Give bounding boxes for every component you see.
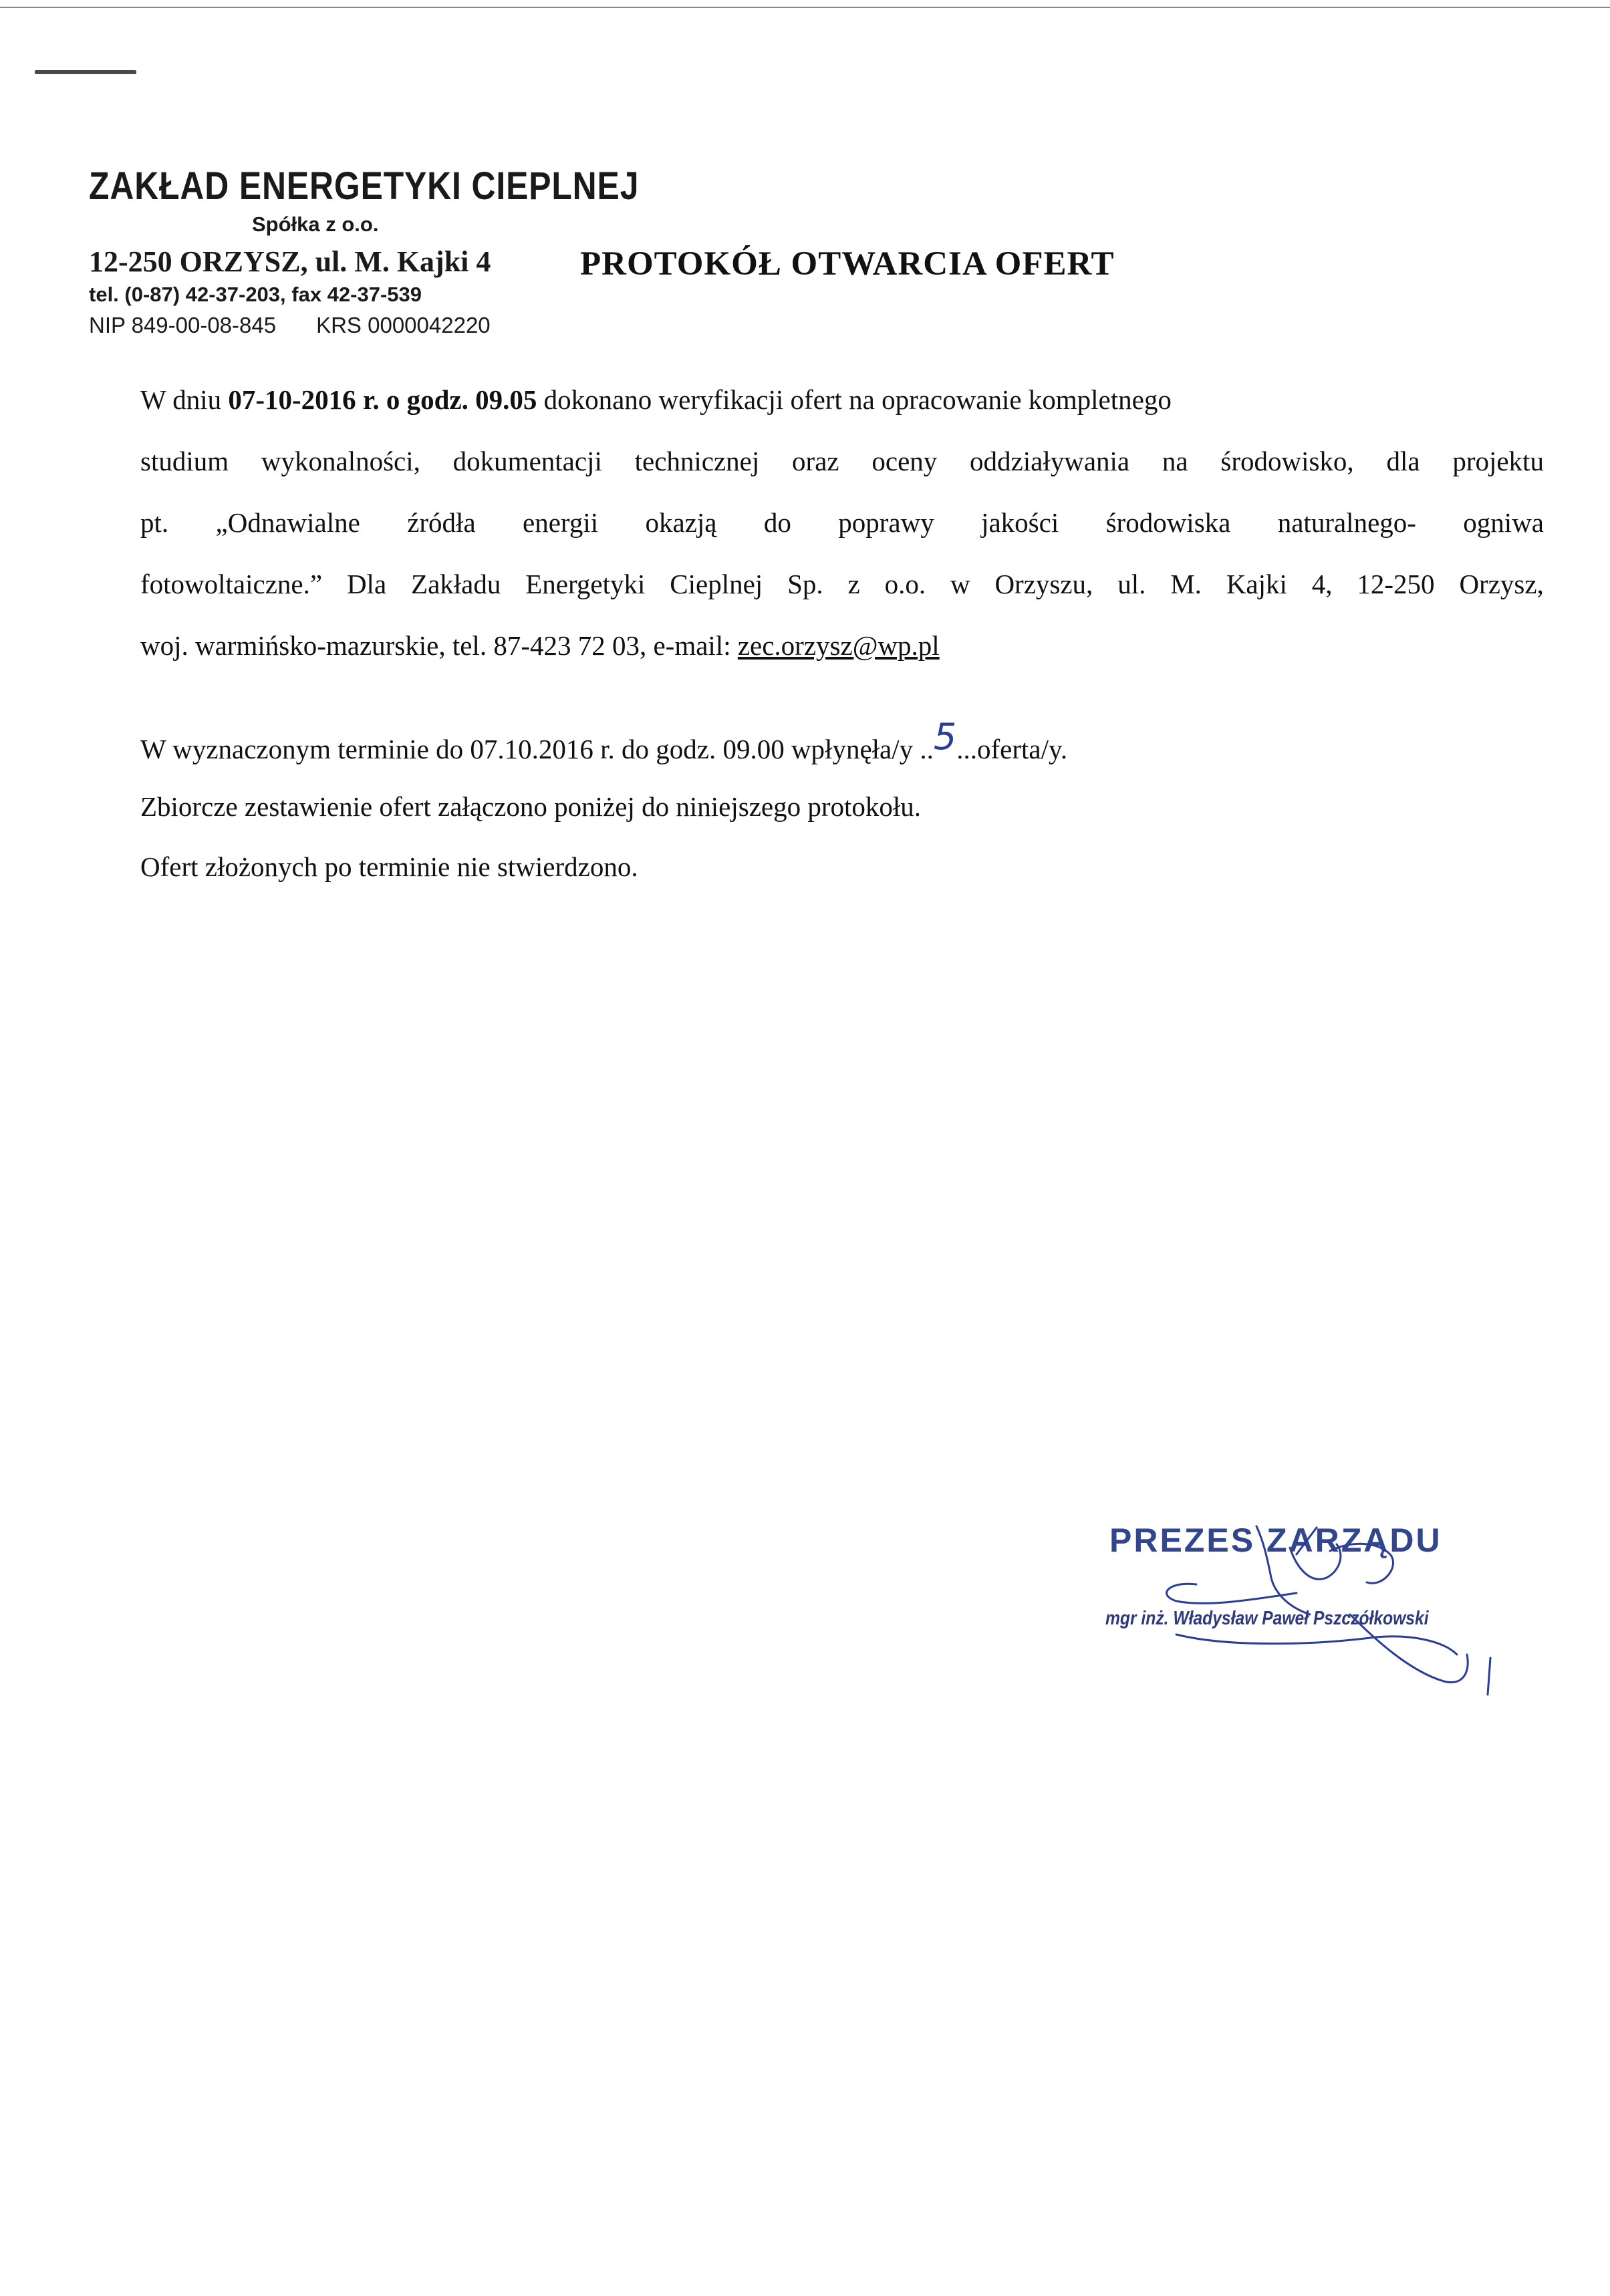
signature-name: mgr inż. Władysław Paweł Pszczółkowski <box>1105 1608 1429 1629</box>
paragraph-word: studium <box>140 446 229 476</box>
paragraph-word: projektu <box>1452 446 1544 476</box>
paragraph-word: energii <box>523 507 599 538</box>
email-link[interactable]: zec.orzysz@wp.pl <box>737 630 940 661</box>
offer-count-handwritten: 5 <box>933 716 957 758</box>
line1-rest: dokonano weryfikacji ofert na opracowanie kompletnego <box>537 384 1172 415</box>
company-phone-fax: tel. (0-87) 42-37-203, fax 42-37-539 <box>89 283 422 306</box>
paragraph-word: oddziaływania <box>970 446 1130 476</box>
main-paragraph <box>140 369 1544 676</box>
paragraph-word: 12-250 <box>1357 569 1435 599</box>
paragraph-word: z <box>847 569 860 599</box>
summary-line: Zbiorcze zestawienie ofert załączono poniżej do niniejszego protokołu. <box>140 791 922 822</box>
late-offers-line: Ofert złożonych po terminie nie stwierdzono. <box>140 851 638 882</box>
paragraph-word: źródła <box>407 507 476 538</box>
company-address: 12-250 ORZYSZ, ul. M. Kajki 4 <box>89 245 491 278</box>
paragraph-word: okazją <box>645 507 717 538</box>
signature-stamp <box>1096 1514 1524 1701</box>
paragraph-word: oraz <box>792 446 839 476</box>
paragraph-word: Kajki <box>1226 569 1287 599</box>
paragraph-word: oceny <box>871 446 938 476</box>
scan-artifact-mark <box>35 70 136 74</box>
line1-prefix: W dniu <box>140 384 229 415</box>
document-title: PROTOKÓŁ OTWARCIA OFERT <box>580 245 1115 283</box>
paragraph-word: Cieplnej <box>670 569 763 599</box>
paragraph-word: fotowoltaiczne.” <box>140 569 323 599</box>
paragraph-word: Orzyszu, <box>994 569 1093 599</box>
deadline-prefix: W wyznaczonym terminie do 07.10.2016 r. do godz. 09.00 wpłynęła/y .. <box>140 734 934 764</box>
paragraph-word: Zakładu <box>411 569 501 599</box>
offers-info <box>140 716 1067 897</box>
paragraph-word: wykonalności, <box>261 446 420 476</box>
paragraph-word: „Odnawialne <box>215 507 360 538</box>
paragraph-line-4 <box>140 553 1544 615</box>
paragraph-word: ogniwa <box>1463 507 1544 538</box>
handwritten-signature-icon <box>1096 1514 1524 1701</box>
line5-text: woj. warmińsko-mazurskie, tel. 87-423 72 03, e-mail: <box>140 630 738 661</box>
paragraph-word: na <box>1162 446 1188 476</box>
paragraph-word: do <box>763 507 791 538</box>
deadline-suffix: ...oferta/y. <box>956 734 1068 764</box>
paragraph-word: pt. <box>140 507 169 538</box>
paragraph-word: Energetyki <box>525 569 646 599</box>
paragraph-word: środowisko, <box>1220 446 1354 476</box>
paragraph-word: M. <box>1170 569 1202 599</box>
company-form: Spółka z o.o. <box>252 212 379 236</box>
paragraph-word: Sp. <box>787 569 823 599</box>
paragraph-word: dla <box>1386 446 1420 476</box>
paragraph-word: naturalnego- <box>1277 507 1416 538</box>
paragraph-word: technicznej <box>634 446 760 476</box>
paragraph-line-1 <box>140 369 1544 430</box>
paragraph-word: poprawy <box>838 507 934 538</box>
company-krs: KRS 0000042220 <box>316 313 491 337</box>
paragraph-word: Orzysz, <box>1459 569 1544 599</box>
scan-edge-line <box>0 7 1610 8</box>
paragraph-word: o.o. <box>884 569 926 599</box>
paragraph-word: dokumentacji <box>452 446 602 476</box>
paragraph-line-3 <box>140 492 1544 553</box>
paragraph-word: jakości <box>981 507 1059 538</box>
paragraph-word: Dla <box>346 569 387 599</box>
company-name: ZAKŁAD ENERGETYKI CIEPLNEJ <box>89 164 640 208</box>
company-ids <box>89 313 491 338</box>
paragraph-word: 4, <box>1311 569 1333 599</box>
paragraph-line-2 <box>140 430 1544 492</box>
deadline-line <box>140 716 1067 776</box>
paragraph-line-5 <box>140 615 1544 676</box>
company-nip: NIP 849-00-08-845 <box>89 313 277 337</box>
verification-datetime: 07-10-2016 r. o godz. 09.05 <box>228 384 537 415</box>
paragraph-word: ul. <box>1117 569 1146 599</box>
paragraph-word: w <box>950 569 970 599</box>
paragraph-word: środowiska <box>1105 507 1231 538</box>
signature-title: PREZES ZARZĄDU <box>1109 1522 1442 1559</box>
